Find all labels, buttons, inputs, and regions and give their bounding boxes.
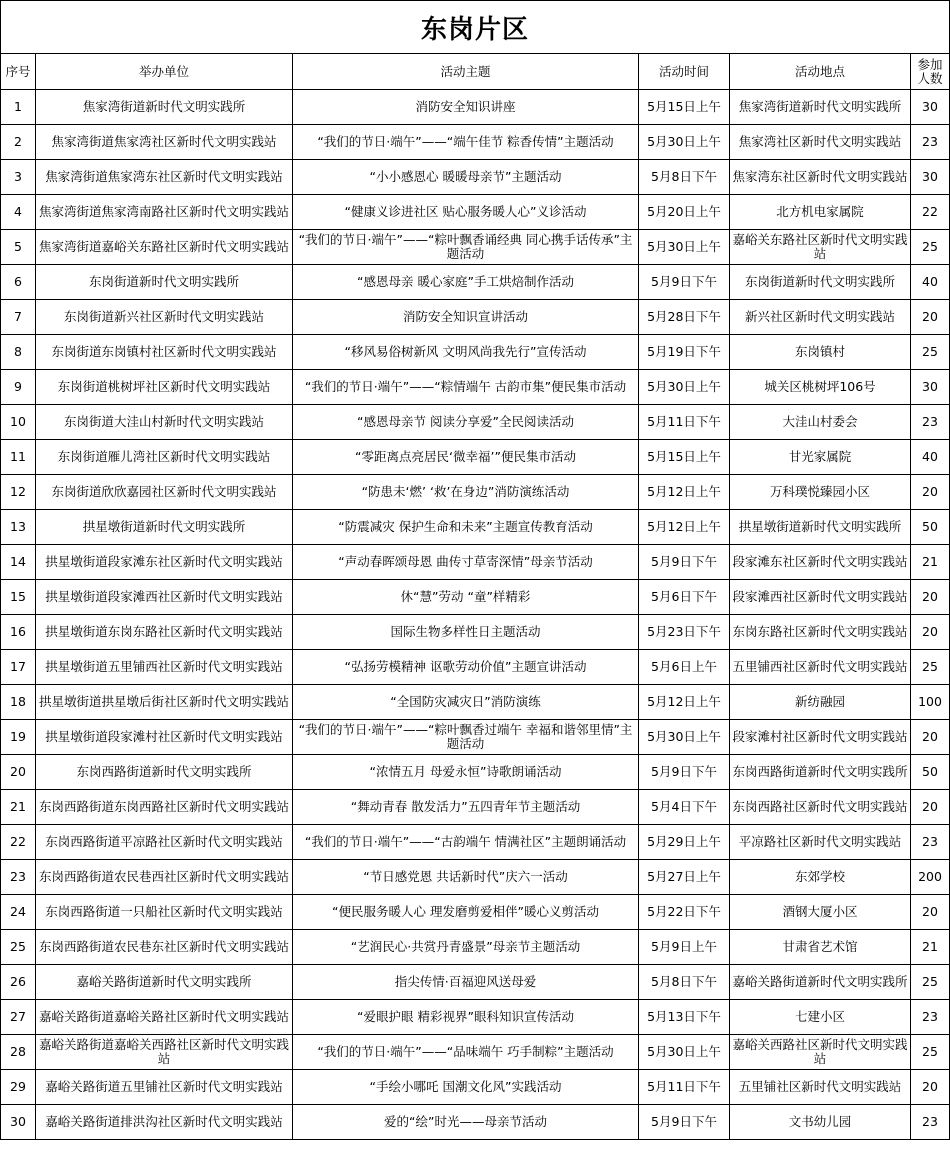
table-row [1,475,950,510]
cell-index: 19 [1,720,36,755]
cell-index: 5 [1,230,36,265]
table-row [1,370,950,405]
activity-table [0,53,950,1140]
cell-theme: “我们的节日·端午”——“粽叶飘香过端午 幸福和谐邻里情”主题活动 [293,720,639,755]
cell-location: 东岗街道新时代文明实践所 [730,265,911,300]
cell-participants: 25 [911,650,950,685]
cell-participants: 40 [911,440,950,475]
cell-theme: “声动春晖颂母恩 曲传寸草寄深情”母亲节活动 [293,545,639,580]
cell-participants: 25 [911,1035,950,1070]
table-row [1,1105,950,1140]
cell-theme: “我们的节日·端午”——“端午佳节 粽香传情”主题活动 [293,125,639,160]
header-row [1,54,950,90]
cell-theme: “我们的节日·端午”——“粽叶飘香诵经典 同心携手话传承”主题活动 [293,230,639,265]
table-row [1,1000,950,1035]
cell-location: 焦家湾东社区新时代文明实践站 [730,160,911,195]
cell-location: 嘉峪关路街道新时代文明实践所 [730,965,911,1000]
cell-time: 5月6日下午 [639,580,730,615]
cell-participants: 50 [911,510,950,545]
cell-organizer: 嘉峪关路街道五里铺社区新时代文明实践站 [36,1070,293,1105]
cell-theme: “我们的节日·端午”——“粽情端午 古韵市集”便民集市活动 [293,370,639,405]
cell-participants: 25 [911,230,950,265]
cell-location: 焦家湾街道新时代文明实践所 [730,90,911,125]
cell-index: 20 [1,755,36,790]
cell-location: 七建小区 [730,1000,911,1035]
cell-organizer: 东岗街道大洼山村新时代文明实践站 [36,405,293,440]
cell-index: 21 [1,790,36,825]
header-time: 活动时间 [639,54,730,90]
cell-location: 嘉峪关西路社区新时代文明实践站 [730,1035,911,1070]
table-row [1,580,950,615]
table-row [1,790,950,825]
cell-time: 5月11日下午 [639,1070,730,1105]
table-row [1,195,950,230]
cell-participants: 100 [911,685,950,720]
cell-theme: “感恩母亲节 阅读分享爱”全民阅读活动 [293,405,639,440]
cell-participants: 22 [911,195,950,230]
header-location: 活动地点 [730,54,911,90]
table-row [1,825,950,860]
cell-organizer: 东岗街道新时代文明实践所 [36,265,293,300]
cell-participants: 20 [911,790,950,825]
cell-participants: 20 [911,300,950,335]
table-row [1,90,950,125]
cell-index: 10 [1,405,36,440]
cell-index: 14 [1,545,36,580]
table-row [1,895,950,930]
cell-time: 5月30日上午 [639,230,730,265]
cell-organizer: 东岗西路街道新时代文明实践所 [36,755,293,790]
table-row [1,720,950,755]
cell-organizer: 东岗街道桃树坪社区新时代文明实践站 [36,370,293,405]
cell-participants: 30 [911,370,950,405]
cell-location: 新纺融园 [730,685,911,720]
cell-index: 7 [1,300,36,335]
cell-theme: “舞动青春 散发活力”五四青年节主题活动 [293,790,639,825]
cell-index: 12 [1,475,36,510]
cell-participants: 25 [911,965,950,1000]
cell-index: 30 [1,1105,36,1140]
cell-theme: “弘扬劳模精神 讴歌劳动价值”主题宣讲活动 [293,650,639,685]
cell-participants: 20 [911,720,950,755]
cell-theme: “艺润民心·共赏丹青盛景”母亲节主题活动 [293,930,639,965]
cell-participants: 20 [911,615,950,650]
cell-location: 东郊学校 [730,860,911,895]
header-organizer: 举办单位 [36,54,293,90]
cell-time: 5月27日上午 [639,860,730,895]
cell-participants: 40 [911,265,950,300]
cell-time: 5月20日上午 [639,195,730,230]
cell-location: 段家滩东社区新时代文明实践站 [730,545,911,580]
cell-participants: 21 [911,930,950,965]
cell-participants: 30 [911,160,950,195]
cell-theme: “防震减灾 保护生命和未来”主题宣传教育活动 [293,510,639,545]
cell-theme: “节日感党恩 共话新时代”庆六一活动 [293,860,639,895]
cell-theme: 消防安全知识宣讲活动 [293,300,639,335]
cell-theme: “全国防灾减灾日”消防演练 [293,685,639,720]
cell-theme: “感恩母亲 暖心家庭”手工烘焙制作活动 [293,265,639,300]
cell-index: 28 [1,1035,36,1070]
cell-time: 5月8日下午 [639,160,730,195]
cell-location: 段家滩村社区新时代文明实践站 [730,720,911,755]
cell-index: 13 [1,510,36,545]
table-row [1,265,950,300]
cell-organizer: 拱星墩街道新时代文明实践所 [36,510,293,545]
cell-time: 5月23日下午 [639,615,730,650]
cell-index: 1 [1,90,36,125]
cell-time: 5月30日上午 [639,1035,730,1070]
cell-participants: 23 [911,405,950,440]
cell-theme: “小小感恩心 暖暖母亲节”主题活动 [293,160,639,195]
cell-organizer: 拱星墩街道东岗东路社区新时代文明实践站 [36,615,293,650]
cell-organizer: 嘉峪关路街道排洪沟社区新时代文明实践站 [36,1105,293,1140]
cell-participants: 50 [911,755,950,790]
cell-participants: 20 [911,580,950,615]
cell-organizer: 东岗街道东岗镇村社区新时代文明实践站 [36,335,293,370]
cell-theme: “我们的节日·端午”——“古韵端午 情满社区”主题朗诵活动 [293,825,639,860]
cell-location: 城关区桃树坪106号 [730,370,911,405]
cell-theme: “爱眼护眼 精彩视界”眼科知识宣传活动 [293,1000,639,1035]
table-row [1,1070,950,1105]
cell-theme: “移风易俗树新风 文明风尚我先行”宣传活动 [293,335,639,370]
cell-theme: 消防安全知识讲座 [293,90,639,125]
cell-organizer: 东岗西路街道东岗西路社区新时代文明实践站 [36,790,293,825]
table-row [1,405,950,440]
cell-time: 5月9日上午 [639,930,730,965]
cell-time: 5月4日下午 [639,790,730,825]
cell-time: 5月15日上午 [639,90,730,125]
cell-organizer: 焦家湾街道嘉峪关东路社区新时代文明实践站 [36,230,293,265]
header-theme: 活动主题 [293,54,639,90]
cell-time: 5月29日上午 [639,825,730,860]
cell-organizer: 东岗西路街道平凉路社区新时代文明实践站 [36,825,293,860]
cell-location: 东岗西路社区新时代文明实践站 [730,790,911,825]
cell-theme: 国际生物多样性日主题活动 [293,615,639,650]
cell-participants: 20 [911,1070,950,1105]
cell-participants: 23 [911,125,950,160]
cell-organizer: 拱星墩街道五里铺西社区新时代文明实践站 [36,650,293,685]
cell-index: 17 [1,650,36,685]
cell-time: 5月11日下午 [639,405,730,440]
cell-location: 东岗东路社区新时代文明实践站 [730,615,911,650]
table-row [1,160,950,195]
cell-location: 东岗西路街道新时代文明实践所 [730,755,911,790]
table-row [1,230,950,265]
cell-organizer: 东岗街道雁儿湾社区新时代文明实践站 [36,440,293,475]
cell-organizer: 焦家湾街道焦家湾东社区新时代文明实践站 [36,160,293,195]
cell-organizer: 嘉峪关路街道嘉峪关路社区新时代文明实践站 [36,1000,293,1035]
cell-time: 5月6日上午 [639,650,730,685]
cell-index: 27 [1,1000,36,1035]
cell-organizer: 焦家湾街道焦家湾南路社区新时代文明实践站 [36,195,293,230]
table-row [1,510,950,545]
cell-organizer: 东岗西路街道农民巷东社区新时代文明实践站 [36,930,293,965]
cell-time: 5月13日下午 [639,1000,730,1035]
cell-organizer: 东岗街道新兴社区新时代文明实践站 [36,300,293,335]
cell-organizer: 拱星墩街道段家滩村社区新时代文明实践站 [36,720,293,755]
cell-organizer: 东岗西路街道农民巷西社区新时代文明实践站 [36,860,293,895]
cell-participants: 23 [911,1105,950,1140]
cell-theme: 指尖传情·百福迎风送母爱 [293,965,639,1000]
table-row [1,440,950,475]
cell-index: 25 [1,930,36,965]
cell-index: 16 [1,615,36,650]
cell-location: 万科璞悦臻园小区 [730,475,911,510]
cell-time: 5月15日上午 [639,440,730,475]
cell-time: 5月19日下午 [639,335,730,370]
cell-location: 平凉路社区新时代文明实践站 [730,825,911,860]
cell-location: 五里铺西社区新时代文明实践站 [730,650,911,685]
cell-location: 焦家湾社区新时代文明实践站 [730,125,911,160]
cell-location: 拱星墩街道新时代文明实践所 [730,510,911,545]
header-participants: 参加人数 [911,54,950,90]
cell-time: 5月12日上午 [639,475,730,510]
cell-time: 5月12日上午 [639,685,730,720]
cell-location: 大洼山村委会 [730,405,911,440]
cell-organizer: 拱星墩街道段家滩西社区新时代文明实践站 [36,580,293,615]
cell-time: 5月28日下午 [639,300,730,335]
cell-participants: 23 [911,825,950,860]
cell-participants: 30 [911,90,950,125]
cell-location: 东岗镇村 [730,335,911,370]
cell-index: 3 [1,160,36,195]
cell-location: 段家滩西社区新时代文明实践站 [730,580,911,615]
cell-index: 29 [1,1070,36,1105]
cell-theme: “健康义诊进社区 贴心服务暖人心”义诊活动 [293,195,639,230]
cell-index: 11 [1,440,36,475]
cell-theme: “我们的节日·端午”——“品味端午 巧手制粽”主题活动 [293,1035,639,1070]
cell-location: 北方机电家属院 [730,195,911,230]
cell-participants: 20 [911,475,950,510]
cell-time: 5月30日上午 [639,720,730,755]
table-row [1,755,950,790]
cell-time: 5月9日下午 [639,755,730,790]
table-row [1,685,950,720]
cell-index: 23 [1,860,36,895]
cell-theme: 休“慧”劳动 “童”样精彩 [293,580,639,615]
cell-time: 5月9日下午 [639,1105,730,1140]
cell-location: 甘肃省艺术馆 [730,930,911,965]
cell-time: 5月9日下午 [639,545,730,580]
sheet-title: 东岗片区 [0,0,950,54]
table-row [1,930,950,965]
table-row [1,1035,950,1070]
cell-theme: “浓情五月 母爱永恒”诗歌朗诵活动 [293,755,639,790]
cell-location: 甘光家属院 [730,440,911,475]
cell-theme: “零距离点亮居民‘微幸福’”便民集市活动 [293,440,639,475]
cell-index: 4 [1,195,36,230]
cell-location: 嘉峪关东路社区新时代文明实践站 [730,230,911,265]
table-row [1,860,950,895]
table-row [1,650,950,685]
header-index: 序号 [1,54,36,90]
cell-participants: 200 [911,860,950,895]
cell-index: 18 [1,685,36,720]
table-row [1,125,950,160]
cell-time: 5月30日上午 [639,125,730,160]
table-body [1,90,950,1140]
cell-participants: 23 [911,1000,950,1035]
cell-organizer: 焦家湾街道焦家湾社区新时代文明实践站 [36,125,293,160]
table-row [1,965,950,1000]
cell-location: 新兴社区新时代文明实践站 [730,300,911,335]
cell-location: 五里铺社区新时代文明实践站 [730,1070,911,1105]
cell-participants: 25 [911,335,950,370]
cell-index: 2 [1,125,36,160]
cell-time: 5月22日下午 [639,895,730,930]
cell-organizer: 嘉峪关路街道嘉峪关西路社区新时代文明实践站 [36,1035,293,1070]
cell-index: 26 [1,965,36,1000]
cell-time: 5月8日下午 [639,965,730,1000]
cell-index: 8 [1,335,36,370]
cell-organizer: 拱星墩街道段家滩东社区新时代文明实践站 [36,545,293,580]
cell-index: 22 [1,825,36,860]
cell-index: 15 [1,580,36,615]
cell-location: 酒钢大厦小区 [730,895,911,930]
cell-organizer: 嘉峪关路街道新时代文明实践所 [36,965,293,1000]
cell-index: 6 [1,265,36,300]
cell-theme: 爱的“绘”时光——母亲节活动 [293,1105,639,1140]
cell-time: 5月30日上午 [639,370,730,405]
cell-index: 24 [1,895,36,930]
cell-participants: 20 [911,895,950,930]
cell-participants: 21 [911,545,950,580]
cell-organizer: 东岗西路街道一只船社区新时代文明实践站 [36,895,293,930]
cell-organizer: 拱星墩街道拱星墩后街社区新时代文明实践站 [36,685,293,720]
cell-time: 5月12日上午 [639,510,730,545]
cell-theme: “便民服务暖人心 理发磨剪爱相伴”暖心义剪活动 [293,895,639,930]
cell-organizer: 东岗街道欣欣嘉园社区新时代文明实践站 [36,475,293,510]
table-row [1,615,950,650]
cell-location: 文书幼儿园 [730,1105,911,1140]
cell-time: 5月9日下午 [639,265,730,300]
table-header [1,54,950,90]
cell-theme: “手绘小哪吒 国潮文化风”实践活动 [293,1070,639,1105]
table-row [1,300,950,335]
cell-theme: “防患未‘燃’ ‘救’在身边”消防演练活动 [293,475,639,510]
cell-index: 9 [1,370,36,405]
cell-organizer: 焦家湾街道新时代文明实践所 [36,90,293,125]
table-row [1,335,950,370]
table-row [1,545,950,580]
